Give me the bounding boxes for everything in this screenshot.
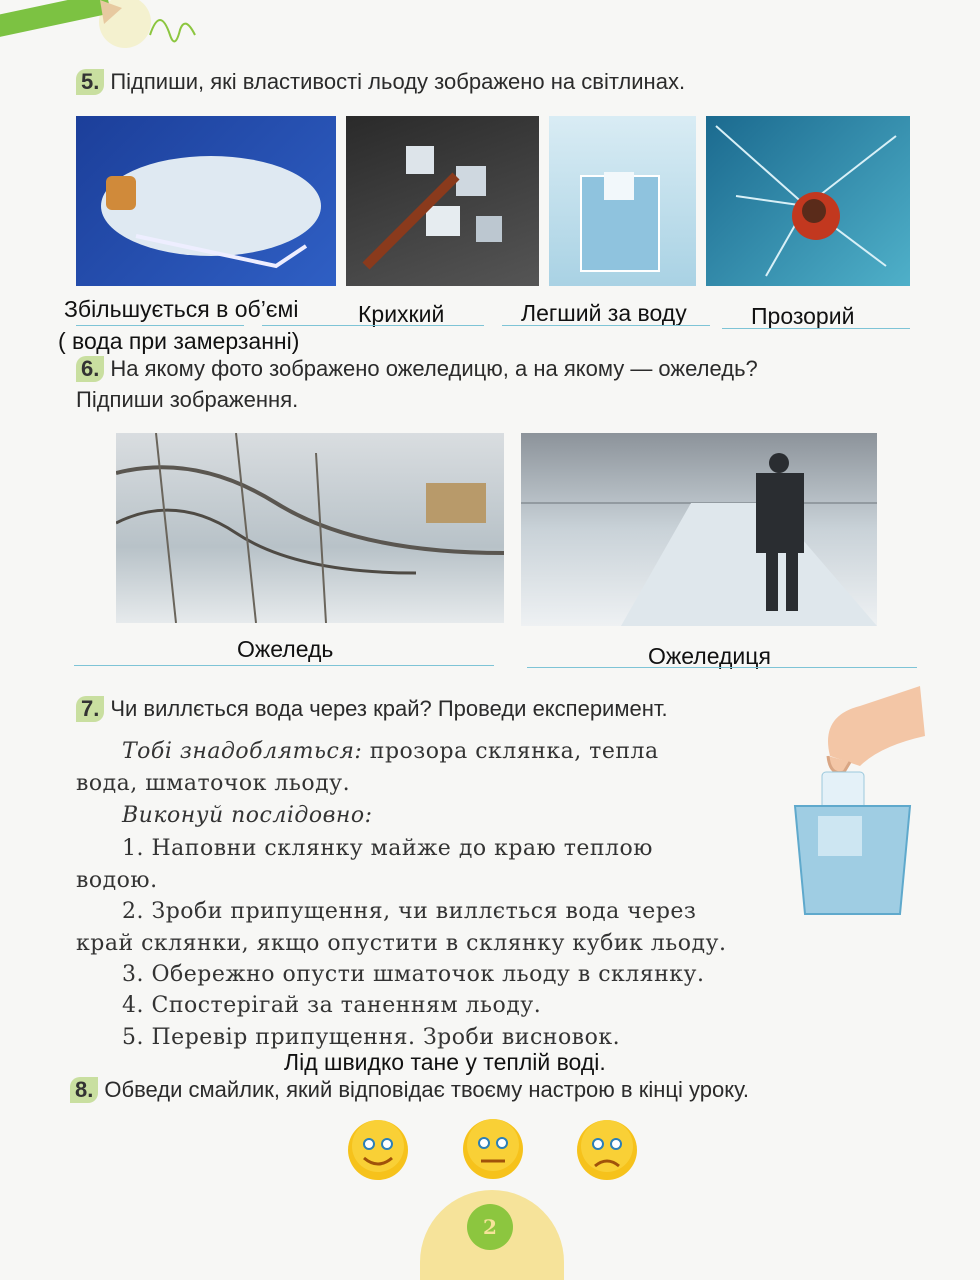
step-3: 3. Обережно опусти шматочок льоду в склянку. (122, 962, 705, 987)
step-1: 1. Наповни склянку майже до краю теплою (122, 836, 653, 861)
happy-smiley-icon[interactable] (346, 1118, 410, 1182)
photo-glaze-ice-trees (116, 433, 504, 623)
page-number: 2 (467, 1204, 513, 1250)
materials-text: прозора склянка, тепла (362, 739, 659, 764)
answer-line (722, 328, 910, 329)
task-7-heading (76, 696, 668, 722)
task-text: Чи виллється вода через край? Проведи експеримент. (110, 696, 668, 721)
step-4: 4. Спостерігай за таненням льоду. (122, 993, 542, 1018)
answer-line (502, 325, 710, 326)
answer-line (262, 325, 484, 326)
task-text: На якому фото зображено ожеледицю, а на якому — ожеледь? (110, 356, 758, 381)
task-8-heading (70, 1077, 749, 1103)
glass-with-ice-hand-illustration (790, 676, 930, 921)
answer-line (527, 667, 917, 668)
task-number: 7. (76, 696, 104, 722)
pencil-decoration-icon (0, 0, 200, 60)
photo-ice-cubes-hammer (346, 116, 539, 286)
photo-glass-with-ice (549, 116, 696, 286)
task-5-heading (76, 69, 685, 95)
step-2-continued: край склянки, якщо опустити в склянку кубик льоду. (76, 931, 727, 956)
answer-5-1-continued: ( вода при замерзанні) (58, 328, 300, 354)
photo-ice-diver (706, 116, 910, 286)
task-number: 5. (76, 69, 104, 95)
answer-5-4: Прозорий (751, 303, 855, 329)
task-text: Підпиши, які властивості льоду зображено на світлинах. (110, 69, 686, 94)
answer-5-2: Крихкий (358, 301, 445, 327)
answer-5-3: Легший за воду (521, 300, 687, 326)
task-text: Обведи смайлик, який відповідає твоєму настрою в кінці уроку. (104, 1077, 749, 1102)
materials-line (76, 739, 766, 764)
materials-label: Тобі знадобляться: (122, 739, 363, 764)
answer-6-1: Ожеледь (237, 636, 334, 662)
answer-line (74, 665, 494, 666)
photo-frozen-bottle (76, 116, 336, 286)
answer-7: Лід швидко тане у теплій воді. (284, 1049, 606, 1075)
task-6-subheading: Підпиши зображення. (76, 387, 299, 412)
neutral-smiley-icon[interactable] (461, 1117, 525, 1181)
task-6-heading (76, 356, 758, 382)
task-number: 6. (76, 356, 104, 382)
answer-line (76, 325, 244, 326)
step-1-continued: водою. (76, 868, 158, 893)
step-2: 2. Зроби припущення, чи виллється вода через (122, 899, 697, 924)
sad-smiley-icon[interactable] (575, 1118, 639, 1182)
materials-line-2: вода, шматочок льоду. (76, 771, 351, 796)
answer-6-2: Ожеледиця (648, 643, 771, 669)
step-5: 5. Перевір припущення. Зроби висновок. (122, 1025, 621, 1050)
sequence-heading: Виконуй послідовно: (122, 803, 373, 828)
task-number: 8. (70, 1077, 98, 1103)
answer-5-1: Збільшується в об’ємі (64, 296, 299, 322)
photo-icy-road-walker (521, 433, 877, 626)
